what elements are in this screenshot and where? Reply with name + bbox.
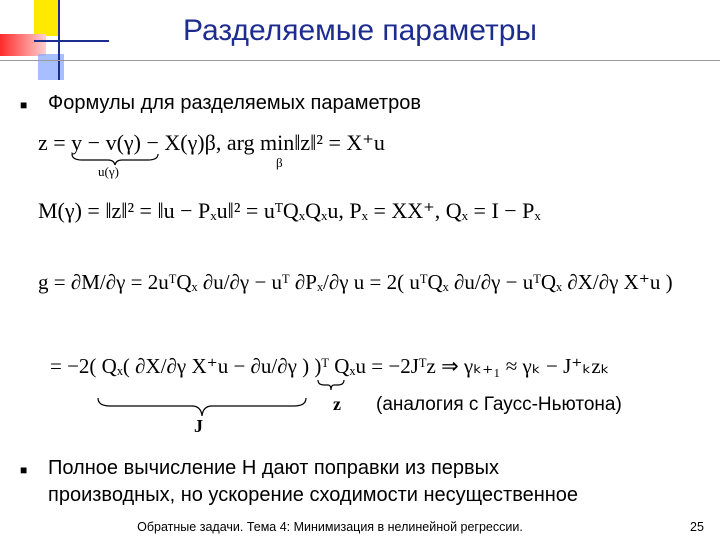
equation-1: z = y − v(γ) − X(γ)β, arg min‖z‖² = X⁺u xyxy=(38,130,385,155)
bullet-text-1: Формулы для разделяемых параметров xyxy=(48,92,421,114)
analogy-note: (аналогия с Гаусс-Ньютона) xyxy=(376,394,622,415)
equation-3: g = ∂M/∂γ = 2uᵀQₓ ∂u/∂γ − uᵀ ∂Pₓ/∂γ u = 2( uᵀQₓ ∂u/∂γ − uᵀQₓ ∂X/∂γ X⁺u ) xyxy=(38,270,673,294)
bullet-marker: ■ xyxy=(20,98,28,112)
slide-footer: Обратные задачи. Тема 4: Минимизация в нелинейной регрессии. xyxy=(137,520,523,534)
argmin-subscript: β xyxy=(276,155,283,170)
underbrace-u-label: u(γ) xyxy=(98,164,119,179)
underbrace-J-label: J xyxy=(194,416,203,436)
underbrace-z xyxy=(316,378,346,392)
underbrace-J xyxy=(96,396,310,418)
equation-4: = −2( Qₓ( ∂X/∂γ X⁺u − ∂u/∂γ ) )ᵀ Qₓu = −2Jᵀz ⇒ γₖ₊₁ ≈ γₖ − J⁺ₖzₖ xyxy=(50,354,610,378)
bullet-text-2-line-1: Полное вычисление H дают поправки из первых xyxy=(48,457,500,479)
equation-2: M(γ) = ‖z‖² = ‖u − Pₓu‖² = uᵀQₓQₓu, Pₓ = XX⁺, Qₓ = I − Pₓ xyxy=(38,198,541,223)
underbrace-z-label: z xyxy=(333,394,341,414)
corner-decoration-blue xyxy=(38,54,64,80)
slide-title: Разделяемые параметры xyxy=(183,14,537,47)
page-number: 25 xyxy=(690,520,704,534)
title-underline xyxy=(0,60,720,61)
bullet-text-2-line-2: производных, но ускорение сходимости несущественное xyxy=(48,484,579,506)
bullet-marker: ■ xyxy=(20,463,28,477)
